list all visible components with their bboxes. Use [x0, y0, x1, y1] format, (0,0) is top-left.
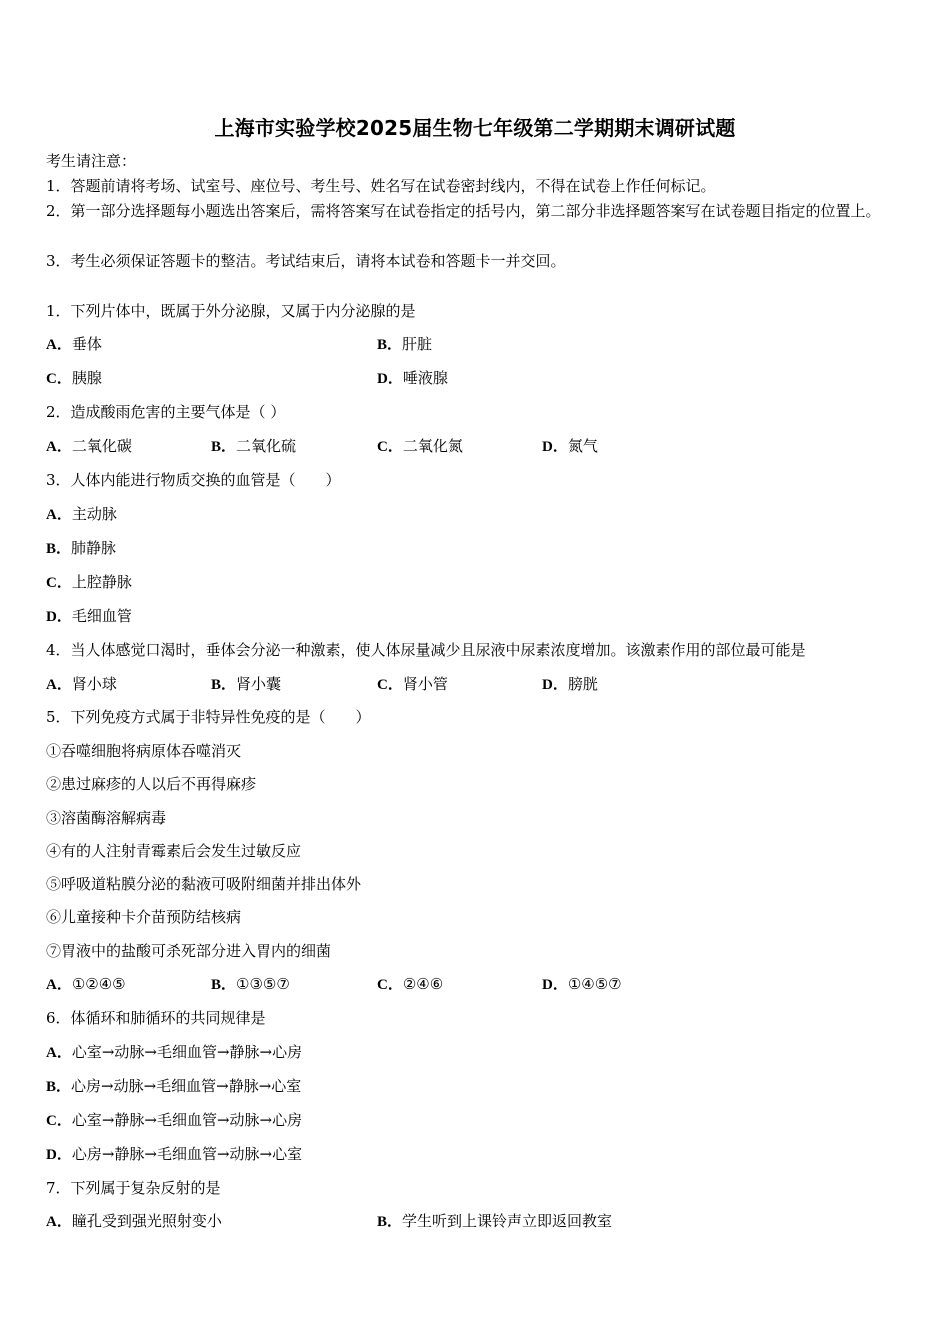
answer-option[interactable]: D．唾液腺: [377, 369, 448, 387]
question-stem: 6．体循环和肺循环的共同规律是: [46, 1009, 266, 1027]
answer-option[interactable]: A．主动脉: [46, 505, 117, 523]
answer-option[interactable]: B．肾小囊: [211, 675, 282, 693]
notice-header: 考生请注意：: [46, 152, 137, 170]
question-stem: 2．造成酸雨危害的主要气体是（ ）: [46, 403, 286, 421]
answer-option[interactable]: B．二氧化硫: [211, 437, 297, 455]
notice-item: 2．第一部分选择题每小题选出答案后，需将答案写在试卷指定的括号内，第二部分非选择题答案写在试卷题目指定的位置上。: [46, 202, 881, 220]
answer-option[interactable]: C．肾小管: [377, 675, 448, 693]
notice-item: 1．答题前请将考场、试室号、座位号、考生号、姓名写在试卷密封线内，不得在试卷上作任何标记。: [46, 177, 716, 195]
question-stem: 1．下列片体中，既属于外分泌腺，又属于内分泌腺的是: [46, 302, 416, 320]
statement-item: ②患过麻疹的人以后不再得麻疹: [46, 775, 257, 793]
statement-item: ④有的人注射青霉素后会发生过敏反应: [46, 842, 302, 860]
answer-option[interactable]: A．①②④⑤: [46, 975, 126, 993]
statement-item: ⑦胃液中的盐酸可杀死部分进入胃内的细菌: [46, 942, 332, 960]
question-stem: 4．当人体感觉口渴时，垂体会分泌一种激素，使人体尿量减少且尿液中尿素浓度增加。该激素作用的部位最可能是: [46, 641, 806, 659]
answer-option[interactable]: B．学生听到上课铃声立即返回教室: [377, 1212, 613, 1230]
statement-item: ①吞噬细胞将病原体吞噬消灭: [46, 742, 242, 760]
answer-option[interactable]: C．上腔静脉: [46, 573, 132, 591]
statement-item: ③溶菌酶溶解病毒: [46, 809, 167, 827]
statement-item: ⑥儿童接种卡介苗预防结核病: [46, 908, 242, 926]
answer-option[interactable]: C．胰腺: [46, 369, 102, 387]
answer-option[interactable]: C．②④⑥: [377, 975, 444, 993]
answer-option[interactable]: B．心房→动脉→毛细血管→静脉→心室: [46, 1077, 302, 1095]
answer-option[interactable]: B．肝脏: [377, 335, 433, 353]
answer-option[interactable]: A．垂体: [46, 335, 102, 353]
answer-option[interactable]: D．氮气: [542, 437, 598, 455]
question-stem: 5．下列免疫方式属于非特异性免疫的是（ ）: [46, 708, 371, 726]
answer-option[interactable]: A．心室→动脉→毛细血管→静脉→心房: [46, 1043, 303, 1061]
answer-option[interactable]: D．心房→静脉→毛细血管→动脉→心室: [46, 1145, 303, 1163]
answer-option[interactable]: A．瞳孔受到强光照射变小: [46, 1212, 222, 1230]
question-stem: 7．下列属于复杂反射的是: [46, 1179, 221, 1197]
notice-item: 3．考生必须保证答题卡的整洁。考试结束后，请将本试卷和答题卡一并交回。: [46, 252, 566, 270]
answer-option[interactable]: A．二氧化碳: [46, 437, 132, 455]
answer-option[interactable]: D．①④⑤⑦: [542, 975, 622, 993]
answer-option[interactable]: D．毛细血管: [46, 607, 132, 625]
question-stem: 3．人体内能进行物质交换的血管是（ ）: [46, 471, 341, 489]
answer-option[interactable]: A．肾小球: [46, 675, 117, 693]
answer-option[interactable]: D．膀胱: [542, 675, 598, 693]
page-title: 上海市实验学校2025届生物七年级第二学期期末调研试题: [214, 116, 736, 140]
statement-item: ⑤呼吸道粘膜分泌的黏液可吸附细菌并排出体外: [46, 875, 362, 893]
answer-option[interactable]: B．肺静脉: [46, 539, 117, 557]
answer-option[interactable]: B．①③⑤⑦: [211, 975, 290, 993]
answer-option[interactable]: C．心室→静脉→毛细血管→动脉→心房: [46, 1111, 303, 1129]
answer-option[interactable]: C．二氧化氮: [377, 437, 463, 455]
